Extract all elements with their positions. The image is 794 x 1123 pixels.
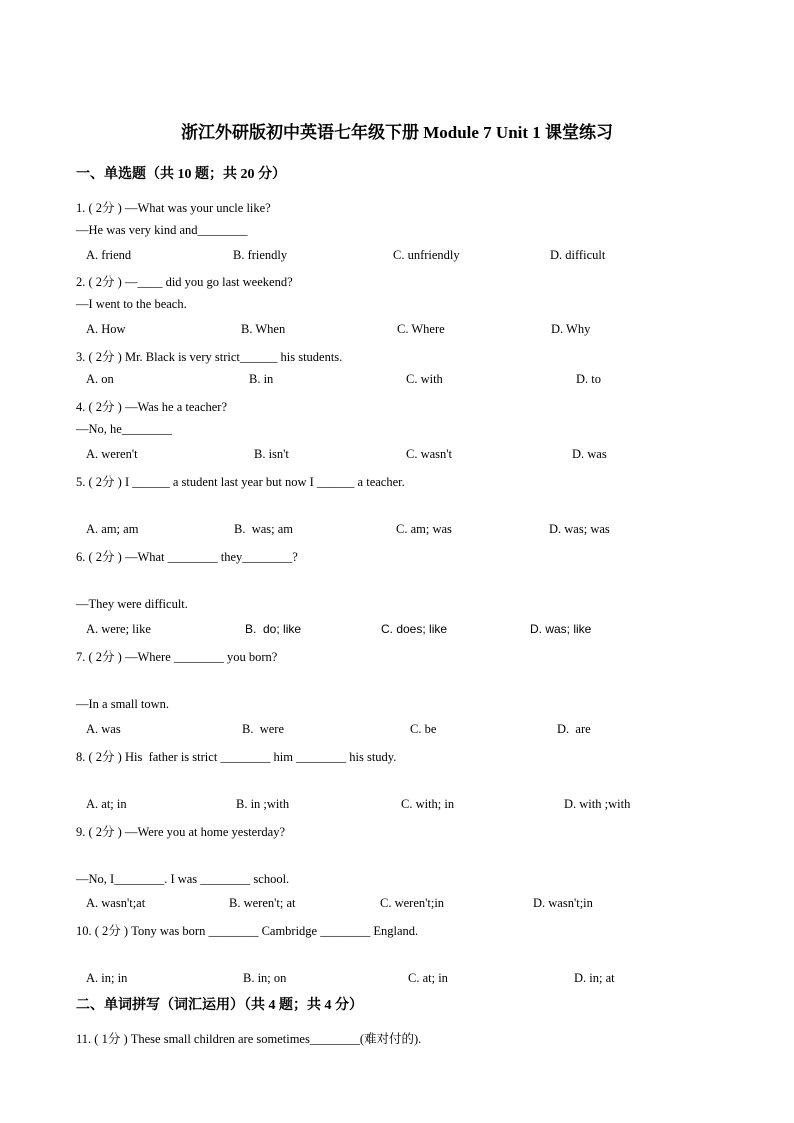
question-3-option-b: B. in <box>249 372 274 386</box>
question-8-stem: 8. ( 2分 ) His father is strict ________ him ________ his study. <box>76 750 397 764</box>
question-3-option-a: A. on <box>86 372 114 386</box>
question-4-option-d: D. was <box>572 447 607 461</box>
question-6-option-c: C. does; like <box>381 622 448 636</box>
question-7-option-a: A. was <box>86 722 121 736</box>
question-7-option-c: C. be <box>410 722 437 736</box>
question-2-line-2: —I went to the beach. <box>76 297 187 311</box>
page-title: 浙江外研版初中英语七年级下册 Module 7 Unit 1 课堂练习 <box>180 123 614 142</box>
question-7-line-2: —In a small town. <box>76 697 170 711</box>
question-5-option-a: A. am; am <box>86 522 139 536</box>
question-9-option-b: B. weren't; at <box>229 896 296 910</box>
question-8-option-c: C. with; in <box>401 797 455 811</box>
question-11-stem: 11. ( 1分 ) These small children are sometimes________(难对付的). <box>76 1032 422 1046</box>
question-10-option-d: D. in; at <box>574 971 615 985</box>
question-4-line-2: —No, he________ <box>76 422 172 436</box>
question-4-stem: 4. ( 2分 ) —Was he a teacher? <box>76 400 228 414</box>
question-2-option-d: D. Why <box>551 322 591 336</box>
question-1-option-d: D. difficult <box>550 248 606 262</box>
question-8-option-d: D. with ;with <box>564 797 631 811</box>
question-3-option-d: D. to <box>576 372 601 386</box>
question-1-stem: 1. ( 2分 ) —What was your uncle like? <box>76 201 271 215</box>
question-10-stem: 10. ( 2分 ) Tony was born ________ Cambridge ________ England. <box>76 924 419 938</box>
question-5-option-c: C. am; was <box>396 522 452 536</box>
question-10-option-a: A. in; in <box>86 971 128 985</box>
question-7-option-d: D. are <box>557 722 591 736</box>
question-7-option-b: B. were <box>242 722 284 736</box>
question-1-line-2: —He was very kind and________ <box>76 223 248 237</box>
question-8-option-b: B. in ;with <box>236 797 290 811</box>
question-5-option-b: B. was; am <box>234 522 294 536</box>
question-2-stem: 2. ( 2分 ) —____ did you go last weekend? <box>76 275 293 289</box>
question-6-option-b: B. do; like <box>245 622 302 636</box>
question-4-option-a: A. weren't <box>86 447 138 461</box>
question-1-option-b: B. friendly <box>233 248 288 262</box>
question-9-option-d: D. wasn't;in <box>533 896 593 910</box>
question-4-option-b: B. isn't <box>254 447 289 461</box>
question-2-option-a: A. How <box>86 322 126 336</box>
question-6-option-a: A. were; like <box>86 622 151 636</box>
question-2-option-b: B. When <box>241 322 286 336</box>
question-9-option-a: A. wasn't;at <box>86 896 146 910</box>
question-9-stem: 9. ( 2分 ) —Were you at home yesterday? <box>76 825 285 839</box>
section-heading-2: 二、单词拼写（词汇运用）（共 4 题；共 4 分） <box>76 998 363 1013</box>
question-5-option-d: D. was; was <box>549 522 610 536</box>
question-8-option-a: A. at; in <box>86 797 127 811</box>
question-9-line-2: —No, I________. I was ________ school. <box>76 872 290 886</box>
question-10-option-b: B. in; on <box>243 971 287 985</box>
section-heading-1: 一、单选题（共 10 题；共 20 分） <box>76 167 286 182</box>
question-1-option-c: C. unfriendly <box>393 248 460 262</box>
question-10-option-c: C. at; in <box>408 971 448 985</box>
question-6-option-d: D. was; like <box>530 622 592 636</box>
question-3-stem: 3. ( 2分 ) Mr. Black is very strict______ his students. <box>76 350 343 364</box>
question-5-stem: 5. ( 2分 ) I ______ a student last year but now I ______ a teacher. <box>76 475 405 489</box>
question-7-stem: 7. ( 2分 ) —Where ________ you born? <box>76 650 278 664</box>
question-4-option-c: C. wasn't <box>406 447 453 461</box>
question-6-stem: 6. ( 2分 ) —What ________ they________? <box>76 550 298 564</box>
question-9-option-c: C. weren't;in <box>380 896 445 910</box>
question-3-option-c: C. with <box>406 372 443 386</box>
question-2-option-c: C. Where <box>397 322 445 336</box>
question-6-line-2: —They were difficult. <box>76 597 188 611</box>
question-1-option-a: A. friend <box>86 248 132 262</box>
